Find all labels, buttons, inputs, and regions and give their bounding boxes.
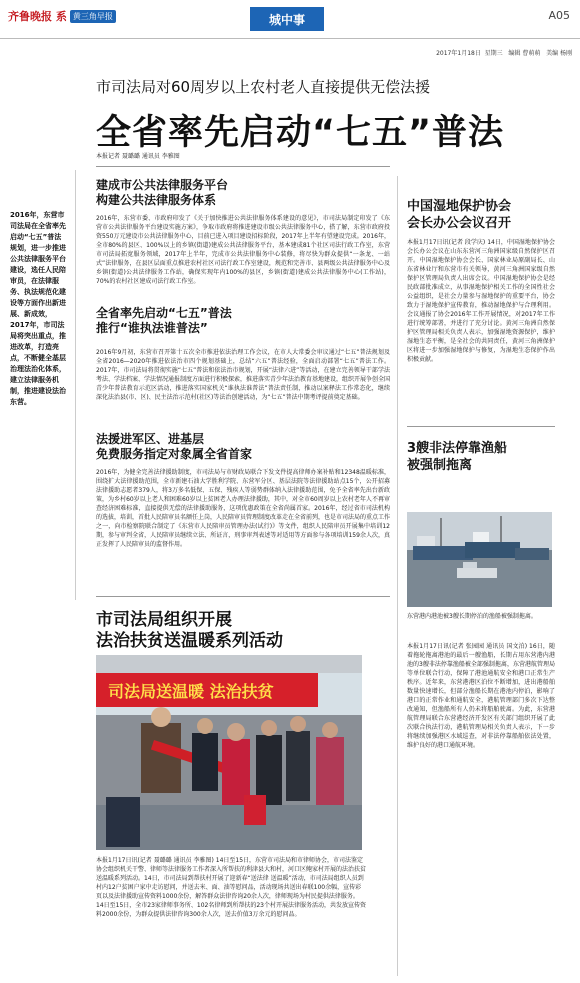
banner-text: 司法局送温暖 法治扶贫	[108, 682, 274, 701]
story-2-title	[407, 440, 507, 474]
page-header	[0, 0, 580, 38]
story-1-title-line2: 会长办公会议召开	[407, 216, 512, 231]
story-divider	[407, 426, 555, 427]
feature-photo-scene	[96, 655, 362, 850]
article-headline: 全省率先启动“七五”普法	[96, 113, 505, 153]
section-2-title	[96, 306, 232, 336]
issue-date: 2017年1月18日	[436, 50, 481, 57]
section-3-title	[96, 432, 252, 462]
section-3-title-line1: 法援进军区、进基层	[96, 432, 205, 446]
story-1-body: 本报1月17日讯(记者 段学庆) 14日，中国湿地保护协会会长办公会议在山东东营河三角洲国家级自然保护区召开。中国湿地保护协会会长、国家林业局原副局长、山东省林业厅和东营市有关领导，黄河三角洲国家级自然保护区管理局负责人出席会议。中国湿地保护协会是经民政部批准成立，从事湿地保护相关工作的全国性社会公益组织，是社会力量参与湿地保护的重要平台，协会致力于湿地保护宣传教育，推动湿地保护与合理利用。会议通报了协会2016年工作开展情况，对2017年工作进行统筹部署，并进行了充分讨论。黄河三角洲自然保护区管理局相关负责人表示，加强湿地资源保护，维护湿地生态平衡，是全社会的共同责任，黄河三角洲保护区将进一步加强湿地保护与修复，为湿地生态保护作出积极贡献。	[407, 239, 555, 363]
section-label: 城中事	[250, 7, 324, 31]
feature-title	[96, 610, 283, 652]
story-2-title-line2: 被强制拖离	[407, 458, 473, 473]
header-divider	[0, 38, 580, 39]
art-credit: 美编 杨刚	[546, 50, 572, 57]
section-2-body: 2016年9月初，东营市召开第十五次全市推进依法治理工作会议，在市人大常委会审议通过“七五”普法规划及全省2016—2020年推进依法治市四个规划基础上，总结“六五”普法经验，全面启动部署“七五”普法工作。2017年，市司法局将贯彻实施“七五”普法和依法治市规划，开展“法律六进”等活动，在建立完善领导干部学法考法、学法档案、学法情况通报制度方面进行积极探索，推进落实青少年法治教育基地建设，组织开展争创全国青少年普法教育示范区活动，推进落实国家机关“谁执法谁普法”普法责任制，推动以案释法工作常态化，继续深化法治县(市、区)、民主法治示范村(社区)等法治创建活动，为“七五”普法中期考评提前奠定基础。	[96, 349, 390, 401]
article-subtitle: 市司法局对60周岁以上农村老人直接提供无偿法援	[96, 78, 431, 96]
summary-divider	[75, 170, 76, 600]
section-1-title	[96, 178, 228, 208]
headline-rule	[96, 166, 390, 167]
section-2-title-line2: 推行“谁执法谁普法”	[96, 321, 208, 335]
section-1-title-line1: 建成市公共法律服务平台	[96, 178, 229, 192]
logo-tag: 黄三角早报	[70, 10, 116, 23]
section-3-body: 2016年，为健全完善法律援助制度，市司法局与市财政局联合下发文件提高律师办案补贴和12348温暖标准，围绕扩大法律援助范围，全市新建石油大学胜利学院、东营军分区、基层法院等法律援助站点15个，公开招募法律援助志愿者379人，将3万多名低保、五保、残疾人等弱势群体纳入法律援助范围，免予全省率先出台新政策，为乡村60岁以上老人和困难60岁以上贫困老人办理法律援助，其中，对全市60周岁以上农村老年人不再审查经济困难标准，直接提供无偿的法律援助服务，这项优惠政策在全省尚属首家。2016年，经过省市司法机构的选拔，培训，首批人民陪审员名额任上岗，人民陪审员管理制度改革走在全省前列，也是市司法局的重点工作之一，向市检察院联合制定了《东营市人民陪审员管理办法(试行)》等文件，组织人民陪审员开展集中培训12期，参与审判全省，人民陪审员继续立法、所证言，刑事审判表述等对适用等方面参与各项培训159余人次，真正发挥了人民陪审员的监督作用。	[96, 469, 390, 548]
story-1-title-line1: 中国湿地保护协会	[407, 199, 512, 214]
section-1-title-line2: 构建公共法律服务体系	[96, 193, 217, 207]
page-number: A05	[548, 9, 570, 22]
feature-title-line2: 法治扶贫送温暖系列活动	[96, 631, 283, 651]
issue-weekday: 星期三	[484, 50, 503, 57]
boat-photo-caption: 东营港内港池被3艘长期停泊的渔船被强制拖离。	[407, 613, 537, 620]
feature-title-line1: 市司法局组织开展	[96, 610, 232, 630]
article-byline: 本报记者 聂璐璐 通讯员 李雅图	[96, 153, 180, 160]
issue-meta	[436, 48, 572, 57]
fishing-boat-photo	[407, 512, 552, 607]
feature-caption: 本报1月17日讯(记者 聂璐璐 通讯员 李雅图) 14日至15日，东营市司法局和市律师协会，市司法鉴定协会组织机关干警、律师等法律服务工作者深入所帮扶的利津县大和村，河口区鲍家村开展的法治扶贫送温暖系列活动。14日，市司法局到帮扶村开展了迎新春“送法律 送温暖”活动，市司法局组织人员到村内12户贫困户家中走访慰问，并送去米、面、油等慰问品，活动现场共送出春联100余幅，宣传彩页以及法律援助宣传资料1000余份，解答群众法律咨询20余人次，律师现场为村民提供法律服务。14日至15日，全市23家律师事务所、102名律师到所帮扶的23个村开展法律服务活动，共发放宣传资料2000余份，为群众提供法律咨询300余人次，送去价值3万余元的慰问品。	[96, 857, 366, 918]
story-1-title	[407, 198, 511, 232]
fishing-boat-scene	[407, 512, 552, 607]
right-column-divider	[397, 176, 398, 976]
feature-rule	[96, 596, 390, 597]
logo-text: 齐鲁晚报 系	[8, 10, 67, 23]
editor-credit: 编辑 曹萌萌	[508, 50, 541, 57]
section-3-title-line2: 免费服务指定对象属全省首家	[96, 447, 253, 461]
article-summary: 2016年，东营市司法局在全省率先启动“七五”普法规划，进一步推进公共法律服务平台建设，选任人民陪审员，在法律服务、执法规范化建设等方面作出新进展、新成效，2017年，市司法局将突出重点，推进改革，打造亮点，不断健全基层治理法治化体系，建立法律服务机制，推进建设法治东营。	[10, 211, 66, 406]
section-1-body: 2016年，东营市委、市政府印发了《关于加快推进公共法律服务体系建设的意见》，市司法局制定印发了《东营市公共法律服务平台建设实施方案》，争取市政府将推进建设市级公共法律服务中心，搭了解，东营市政府投资550万元建设市公共法律服务中心，目前已进入项目建设招标阶段，2017年上半年有望建设完成。2016年，全市80%的县区、100%以上的乡镇(街道)建成公共法律服务平台，基本建成81个社区司法行政工作室，东营市司法局拓宽服务领域，2017年上半年，完成市公共法律服务中心装修，将尽快为群众提供“一条龙、一站式”法律服务，在县区层面重点推进农村社区司法行政工作室建设，规范和完善市、县两级公共法律服务中心及乡镇(街道)公共法律服务工作站，确保实现年内100%的县区，乡镇(街道)建成公共法律服务中心(工作站)，70%的农村社区建成司法行政工作室。	[96, 215, 390, 285]
section-2-title-line1: 全省率先启动“七五”普法	[96, 306, 232, 320]
story-2-title-line1: 3艘非法停靠渔船	[407, 441, 508, 456]
story-2-body: 本报1月17日讯(记者 张园园 通讯员 国文泊) 16日，随着拖轮拖离港池的最后一艘渔船，长期占用东营港内港池的3艘非法停靠渔船被全部强制拖离，东营港航管理局等单位联合行动，保障了港池通航安全和港口正常生产秩序。近年来，东营港港区泊位不断增加，进出港船舶数量快速增长，但部分渔船长期在港池内停泊，影响了港口的正常作业和通航安全，港航管理部门多次下达整改通知，但渔船所有人仍未将船舶驶离。为此，东营港航管理局联合东营港经济开发区有关部门组织开展了此次联合执法行动，港航管理局相关负责人表示，下一步将继续加强港区水域巡查，对非法停靠船舶依法处置，维护良好的港口通航环境。	[407, 643, 555, 749]
feature-photo	[96, 655, 362, 850]
masthead-logo	[8, 8, 116, 24]
